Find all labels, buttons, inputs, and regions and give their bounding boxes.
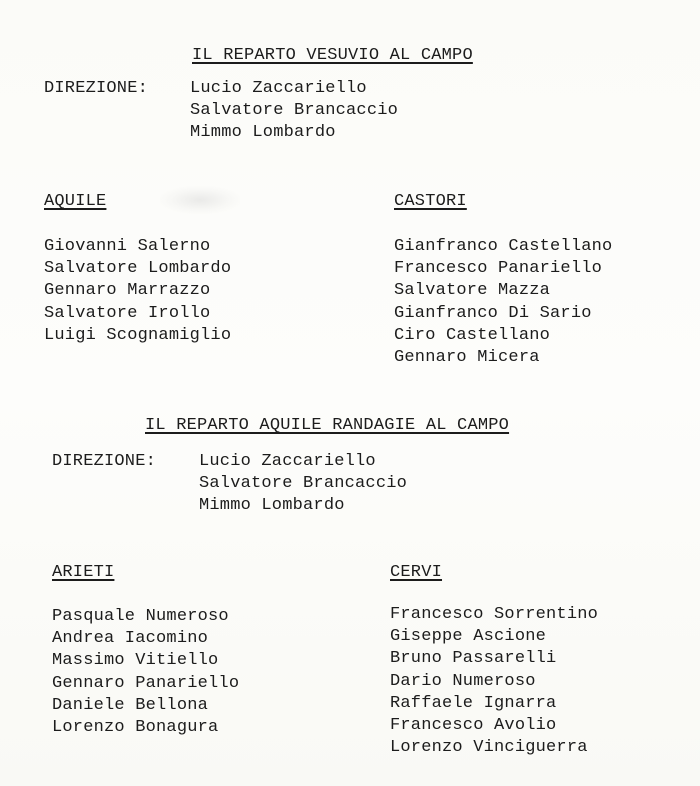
member-name: Ciro Castellano: [394, 325, 551, 345]
member-name: Raffaele Ignarra: [390, 693, 557, 713]
section2-group-right-name: CERVI: [390, 563, 443, 582]
section2-direzione-list: [199, 451, 407, 518]
section1-group-left-members: [44, 236, 231, 347]
member-name: Salvatore Mazza: [394, 281, 551, 301]
section1-direzione-name: Lucio Zaccariello: [190, 79, 367, 98]
member-name: Gianfranco Castellano: [394, 237, 613, 256]
section2-group-right-members: [390, 604, 598, 759]
member-name: Pasquale Numeroso: [52, 607, 229, 626]
member-name: Francesco Avolio: [390, 716, 557, 736]
section2-direzione-name: Lucio Zaccariello: [199, 452, 376, 471]
member-name: Luigi Scognamiglio: [44, 325, 232, 345]
member-name: Dario Numeroso: [390, 671, 536, 691]
section2-direzione-name: Mimmo Lombardo: [199, 496, 345, 516]
member-name: Andrea Iacomino: [52, 629, 209, 649]
section2-direzione-name: Salvatore Brancaccio: [199, 474, 408, 494]
section1-group-left-name: AQUILE: [44, 192, 107, 211]
section1-direzione-name: Mimmo Lombardo: [190, 123, 336, 143]
member-name: Salvatore Irollo: [44, 303, 211, 323]
section1-direzione-label: DIREZIONE:: [44, 79, 149, 98]
paper-smudge: [160, 186, 240, 214]
member-name: Lorenzo Bonagura: [52, 718, 219, 738]
section2-group-left-members: [52, 606, 239, 739]
section1-direzione-list: [190, 78, 398, 145]
member-name: Bruno Passarelli: [390, 649, 557, 669]
member-name: Francesco Panariello: [394, 259, 603, 279]
member-name: Gennaro Micera: [394, 348, 540, 368]
member-name: Lorenzo Vinciguerra: [390, 738, 588, 758]
member-name: Gianfranco Di Sario: [394, 303, 592, 323]
member-name: Gennaro Marrazzo: [44, 281, 211, 301]
section2-title: IL REPARTO AQUILE RANDAGIE AL CAMPO: [145, 416, 510, 435]
member-name: Francesco Sorrentino: [390, 605, 599, 624]
member-name: Gennaro Panariello: [52, 673, 240, 693]
section2-direzione-label: DIREZIONE:: [52, 452, 157, 471]
section1-direzione-name: Salvatore Brancaccio: [190, 101, 399, 121]
section1-group-right-name: CASTORI: [394, 192, 467, 211]
section2-group-left-name: ARIETI: [52, 563, 115, 582]
member-name: Giovanni Salerno: [44, 237, 211, 256]
member-name: Massimo Vitiello: [52, 651, 219, 671]
member-name: Daniele Bellona: [52, 695, 209, 715]
member-name: Giseppe Ascione: [390, 627, 547, 647]
member-name: Salvatore Lombardo: [44, 259, 232, 279]
section1-group-right-members: [394, 236, 612, 369]
section1-title: IL REPARTO VESUVIO AL CAMPO: [192, 46, 473, 65]
